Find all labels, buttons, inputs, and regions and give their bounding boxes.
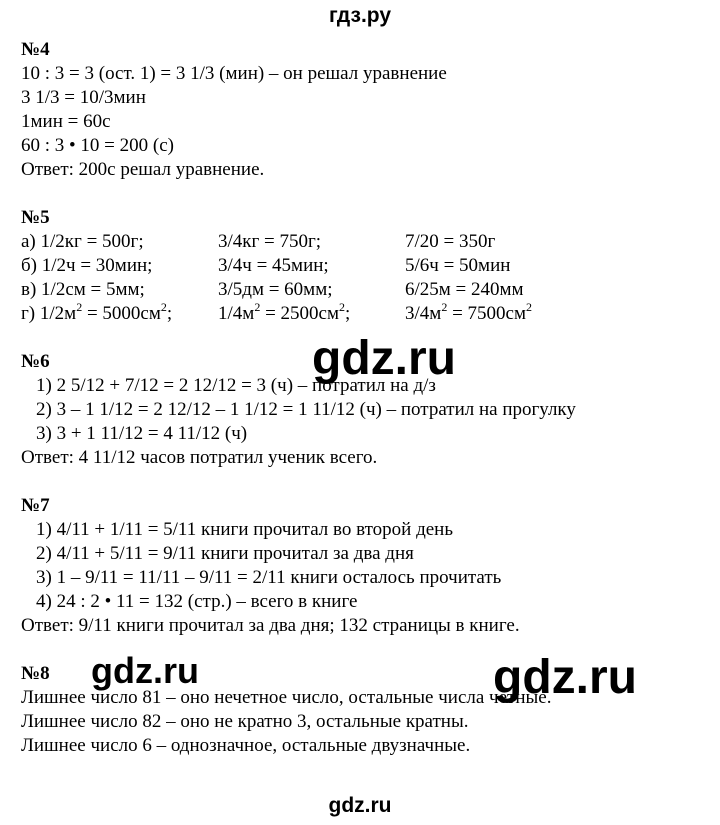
superscript: 2 <box>525 299 532 314</box>
task-5 <box>21 206 711 326</box>
solution-line: 10 : 3 = 3 (ост. 1) = 3 1/3 (мин) – он решал уравнение <box>21 63 447 84</box>
superscript: 2 <box>254 299 261 314</box>
site-header: гдз.ру <box>328 4 392 27</box>
conversion-cell: 5/6ч = 50мин <box>405 255 511 276</box>
conversion-cell <box>218 299 351 326</box>
superscript: 2 <box>76 299 83 314</box>
conversion-cell <box>405 299 532 326</box>
cell-text: = 5000см <box>82 303 161 324</box>
conversion-cell: 3/4ч = 45мин; <box>218 255 329 276</box>
conversion-cell <box>21 299 173 326</box>
task-4 <box>21 38 711 182</box>
conversion-row <box>21 278 711 302</box>
watermark: gdz.ru <box>493 651 637 704</box>
cell-text: ; <box>344 303 351 324</box>
superscript: 2 <box>441 299 448 314</box>
cell-text: г) 1/2м <box>21 303 77 324</box>
solution-step: 4) 24 : 2 • 11 = 132 (стр.) – всего в книге <box>36 591 358 612</box>
superscript: 2 <box>160 299 167 314</box>
superscript: 2 <box>338 299 345 314</box>
cell-text: 1/4м <box>218 303 255 324</box>
solution-step: 3) 3 + 1 11/12 = 4 11/12 (ч) <box>36 423 248 444</box>
conversion-row <box>21 254 711 278</box>
cell-text: = 2500см <box>260 303 339 324</box>
cell-text: ; <box>166 303 173 324</box>
solution-line: 60 : 3 • 10 = 200 (с) <box>21 135 174 156</box>
watermark: gdz.ru <box>312 332 456 385</box>
conversion-cell: 3/4кг = 750г; <box>218 231 322 252</box>
task-title: №7 <box>21 495 50 516</box>
watermark: gdz.ru <box>91 650 199 691</box>
conversion-row <box>21 230 711 254</box>
conversion-cell: 7/20 = 350г <box>405 231 496 252</box>
task-title: №5 <box>21 207 50 228</box>
task-title: №6 <box>21 351 50 372</box>
task-title: №4 <box>21 39 50 60</box>
site-footer: gdz.ru <box>328 794 392 817</box>
conversion-row <box>21 299 711 326</box>
conversion-cell: 6/25м = 240мм <box>405 279 524 300</box>
solution-line: Лишнее число 6 – однозначное, остальные двузначные. <box>21 735 471 756</box>
task-title: №8 <box>21 663 50 684</box>
solution-step: 2) 4/11 + 5/11 = 9/11 книги прочитал за два дня <box>36 543 414 564</box>
solution-line: 3 1/3 = 10/3мин <box>21 87 146 108</box>
answer-line: Ответ: 4 11/12 часов потратил ученик всего. <box>21 447 378 468</box>
solution-line: 1мин = 60с <box>21 111 111 132</box>
cell-text: = 7500см <box>447 303 526 324</box>
cell-text: 3/4м <box>405 303 442 324</box>
conversion-cell: а) 1/2кг = 500г; <box>21 231 144 252</box>
answer-line: Ответ: 200с решал уравнение. <box>21 159 265 180</box>
solution-step: 1) 4/11 + 1/11 = 5/11 книги прочитал во второй день <box>36 519 454 540</box>
solution-step: 3) 1 – 9/11 = 11/11 – 9/11 = 2/11 книги осталось прочитать <box>36 567 502 588</box>
solution-line: Лишнее число 81 – оно нечетное число, остальные числа четные. <box>21 687 552 708</box>
solution-step: 1) 2 5/12 + 7/12 = 2 12/12 = 3 (ч) – потратил на д/з <box>36 375 436 396</box>
solution-step: 2) 3 – 1 1/12 = 2 12/12 – 1 1/12 = 1 11/12 (ч) – потратил на прогулку <box>36 399 576 420</box>
task-7 <box>21 494 711 638</box>
solution-line: Лишнее число 82 – оно не кратно 3, остальные кратны. <box>21 711 469 732</box>
conversion-cell: 3/5дм = 60мм; <box>218 279 333 300</box>
conversion-cell: б) 1/2ч = 30мин; <box>21 255 153 276</box>
answer-line: Ответ: 9/11 книги прочитал за два дня; 132 страницы в книге. <box>21 615 520 636</box>
conversion-cell: в) 1/2см = 5мм; <box>21 279 145 300</box>
